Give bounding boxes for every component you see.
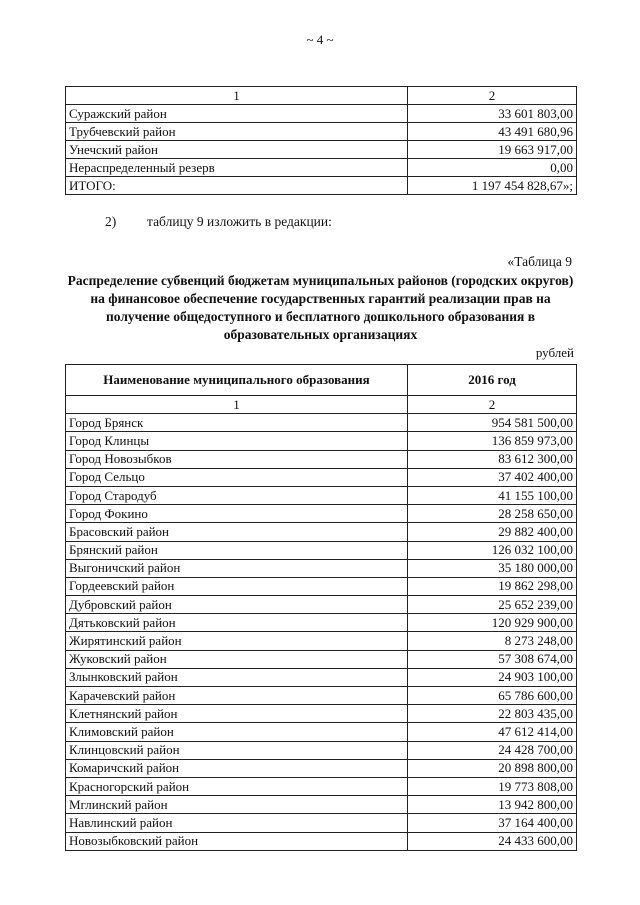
row-value: 24 433 600,00 [408, 832, 577, 850]
column-number: 2 [408, 396, 577, 414]
row-name: Брянский район [66, 541, 408, 559]
row-value: 19 862 298,00 [408, 577, 577, 595]
row-value: 43 491 680,96 [408, 123, 577, 141]
paragraph-number: 2) [105, 214, 117, 229]
row-name: Город Фокино [66, 505, 408, 523]
top-table-body [66, 87, 577, 195]
row-value: 83 612 300,00 [408, 450, 577, 468]
main-table-head [66, 365, 577, 396]
row-value: 20 898 800,00 [408, 759, 577, 777]
table-row [66, 523, 577, 541]
row-name: Карачевский район [66, 687, 408, 705]
row-value: 136 859 973,00 [408, 432, 577, 450]
row-name: Жуковский район [66, 650, 408, 668]
table-row [66, 432, 577, 450]
table-row [66, 468, 577, 486]
main-table-body [66, 396, 577, 851]
row-value: 24 428 700,00 [408, 741, 577, 759]
main-table [65, 364, 577, 851]
table-row [66, 650, 577, 668]
column-header-name: Наименование муниципального образования [66, 365, 408, 396]
row-value: 57 308 674,00 [408, 650, 577, 668]
row-name: Красногорский район [66, 777, 408, 795]
table-row [66, 596, 577, 614]
row-name: Город Брянск [66, 414, 408, 432]
row-value: 22 803 435,00 [408, 705, 577, 723]
row-name: Город Клинцы [66, 432, 408, 450]
row-value: 954 581 500,00 [408, 414, 577, 432]
row-name: Клинцовский район [66, 741, 408, 759]
row-value: 28 258 650,00 [408, 505, 577, 523]
row-value: 0,00 [408, 159, 577, 177]
row-name: Город Сельцо [66, 468, 408, 486]
table-row [66, 123, 577, 141]
table-row [66, 450, 577, 468]
row-value: 33 601 803,00 [408, 105, 577, 123]
row-name: ИТОГО: [66, 177, 408, 195]
header-row [66, 365, 577, 396]
row-name: Дубровский район [66, 596, 408, 614]
row-name: Жирятинский район [66, 632, 408, 650]
table-row [66, 486, 577, 504]
row-value: 8 273 248,00 [408, 632, 577, 650]
row-value: 19 663 917,00 [408, 141, 577, 159]
column-header-year: 2016 год [408, 365, 577, 396]
table-row [66, 632, 577, 650]
units-label: рублей [535, 345, 574, 360]
table-row [66, 832, 577, 850]
row-value: 47 612 414,00 [408, 723, 577, 741]
row-value: 13 942 800,00 [408, 796, 577, 814]
table-row [66, 141, 577, 159]
table-row [66, 814, 577, 832]
row-name: Город Новозыбков [66, 450, 408, 468]
paragraph-text: таблицу 9 изложить в редакции: [147, 214, 332, 229]
table-label: «Таблица 9 [507, 254, 572, 269]
table-row [66, 159, 577, 177]
top-table [65, 86, 577, 195]
row-value: 120 929 900,00 [408, 614, 577, 632]
row-value: 35 180 000,00 [408, 559, 577, 577]
table-row [66, 559, 577, 577]
table-row [66, 796, 577, 814]
table-row [66, 105, 577, 123]
row-name: Новозыбковский район [66, 832, 408, 850]
row-value: 19 773 808,00 [408, 777, 577, 795]
column-number: 2 [408, 87, 577, 105]
table-row [66, 614, 577, 632]
table-row [66, 668, 577, 686]
row-name: Суражский район [66, 105, 408, 123]
table-row [66, 759, 577, 777]
row-value: 41 155 100,00 [408, 486, 577, 504]
row-name: Нераспределенный резерв [66, 159, 408, 177]
row-name: Город Стародуб [66, 486, 408, 504]
row-name: Дятьковский район [66, 614, 408, 632]
row-value: 126 032 100,00 [408, 541, 577, 559]
column-number-row [66, 87, 577, 105]
table-row [66, 687, 577, 705]
page-number: ~ 4 ~ [306, 32, 334, 47]
row-name: Злынковский район [66, 668, 408, 686]
table-row [66, 777, 577, 795]
column-number-row [66, 396, 577, 414]
column-number: 1 [66, 87, 408, 105]
row-value: 29 882 400,00 [408, 523, 577, 541]
row-name: Мглинский район [66, 796, 408, 814]
row-name: Унечский район [66, 141, 408, 159]
table-row [66, 414, 577, 432]
amendment-paragraph [105, 214, 332, 230]
row-value: 37 402 400,00 [408, 468, 577, 486]
column-number: 1 [66, 396, 408, 414]
row-value: 1 197 454 828,67»; [408, 177, 577, 195]
row-name: Климовский район [66, 723, 408, 741]
table-row [66, 705, 577, 723]
row-value: 37 164 400,00 [408, 814, 577, 832]
table-row [66, 723, 577, 741]
row-name: Брасовский район [66, 523, 408, 541]
row-name: Выгоничский район [66, 559, 408, 577]
row-value: 65 786 600,00 [408, 687, 577, 705]
table-row [66, 541, 577, 559]
row-name: Клетнянский район [66, 705, 408, 723]
row-value: 25 652 239,00 [408, 596, 577, 614]
row-name: Навлинский район [66, 814, 408, 832]
row-name: Трубчевский район [66, 123, 408, 141]
row-value: 24 903 100,00 [408, 668, 577, 686]
table-row [66, 177, 577, 195]
table-title: Распределение субвенций бюджетам муниципальных районов (городских округов) на финансовое обеспечение государственных гарантий реализации прав на получение общедоступного и бесплатного дошкольного образования в образовательных организациях [67, 273, 574, 342]
table-row [66, 741, 577, 759]
row-name: Гордеевский район [66, 577, 408, 595]
row-name: Комаричский район [66, 759, 408, 777]
table-row [66, 577, 577, 595]
table-row [66, 505, 577, 523]
